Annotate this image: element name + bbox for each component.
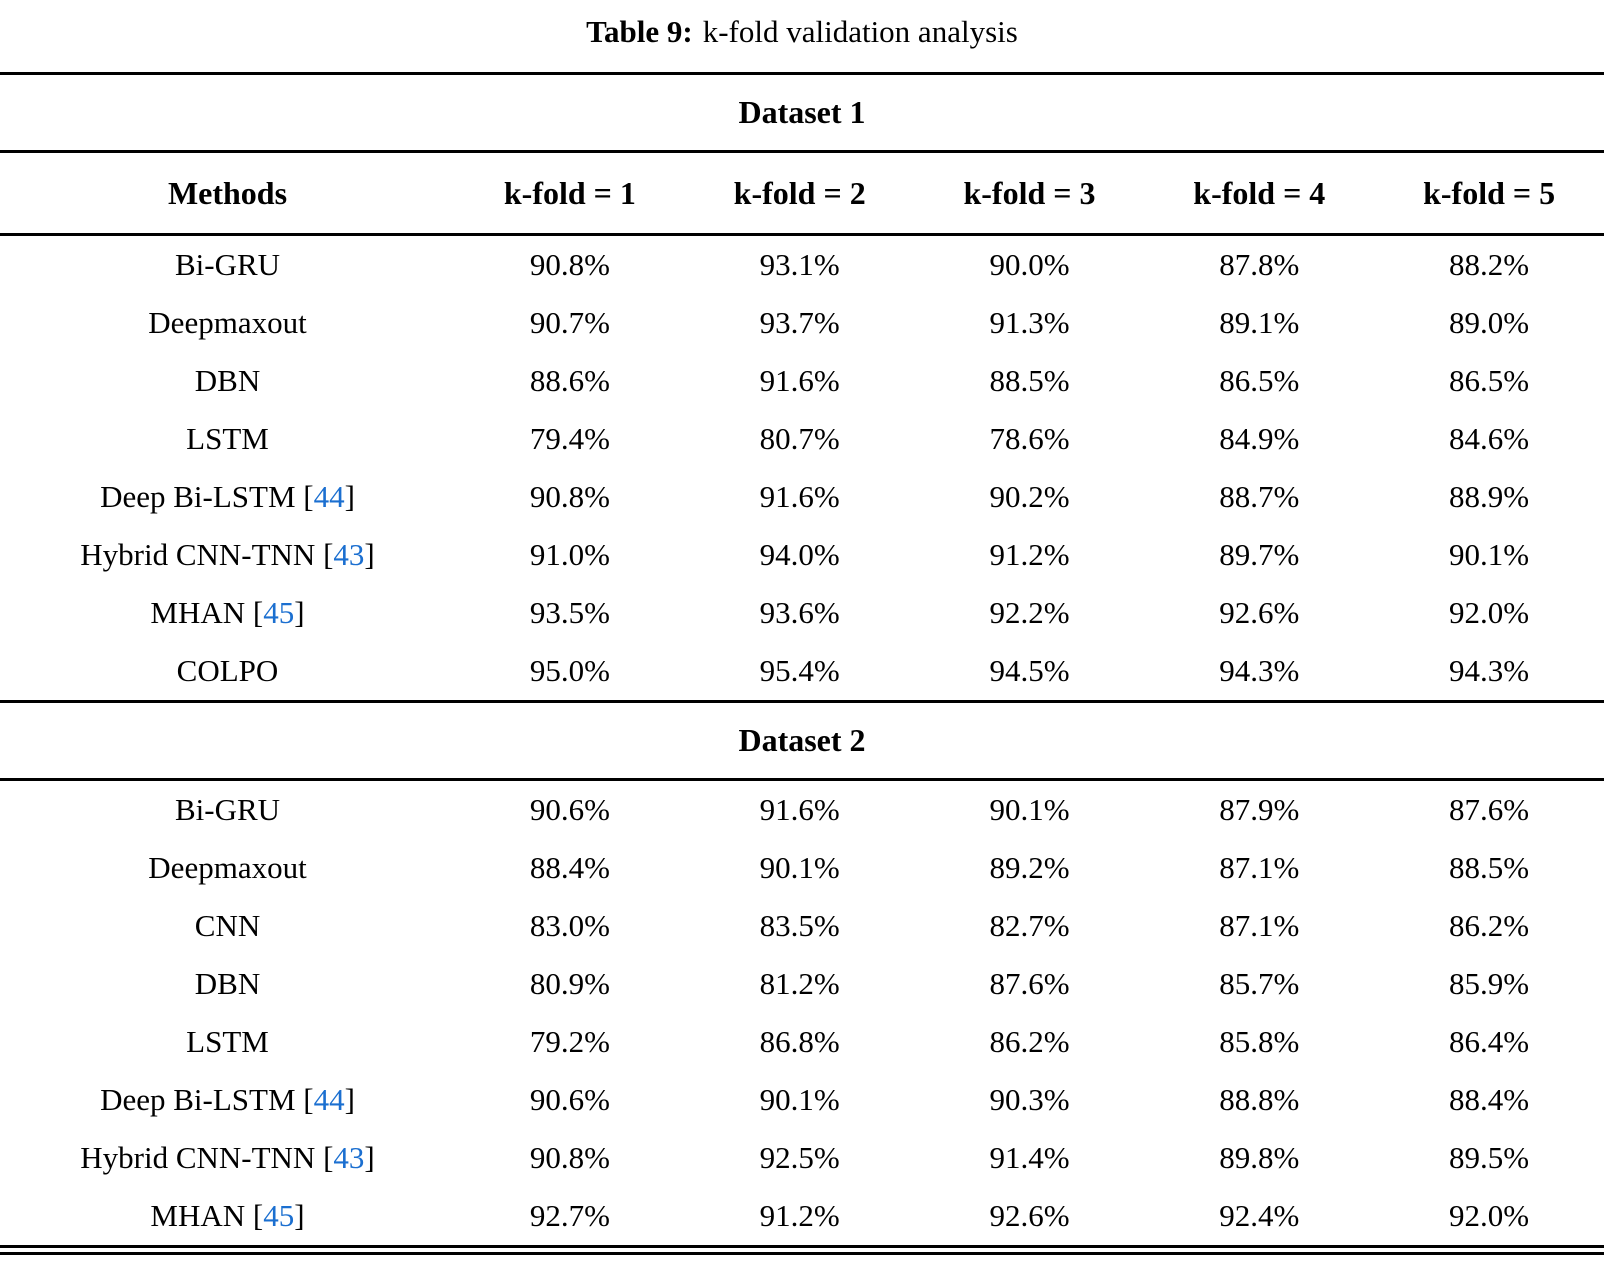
table-row	[0, 1187, 1604, 1245]
method-name: DBN	[194, 363, 261, 398]
method-cell	[0, 421, 455, 457]
citation-link[interactable]: 43	[333, 1140, 365, 1175]
kfold-column-header: k-fold = 4	[1193, 174, 1326, 211]
method-cell	[0, 595, 455, 631]
table-row	[0, 1071, 1604, 1129]
table-row	[0, 897, 1604, 955]
value-cell: 80.7%	[759, 421, 840, 456]
table-row	[0, 294, 1604, 352]
value-cell: 87.8%	[1219, 247, 1300, 282]
dataset1-rows	[0, 236, 1604, 700]
value-cell: 88.6%	[529, 363, 610, 398]
value-cell: 90.1%	[759, 850, 840, 885]
dataset2-rows	[0, 781, 1604, 1245]
value-cell: 90.7%	[529, 305, 610, 340]
value-cell: 91.6%	[759, 363, 840, 398]
method-cell	[0, 479, 455, 515]
value-cell: 78.6%	[989, 421, 1070, 456]
citation-link[interactable]: 45	[263, 1198, 295, 1233]
value-cell: 94.0%	[759, 537, 840, 572]
table-row	[0, 468, 1604, 526]
method-name: MHAN	[150, 1198, 246, 1233]
value-cell: 95.4%	[759, 653, 840, 688]
table-row	[0, 410, 1604, 468]
value-cell: 79.4%	[529, 421, 610, 456]
value-cell: 86.2%	[989, 1024, 1070, 1059]
value-cell: 86.5%	[1219, 363, 1300, 398]
citation-link[interactable]: 43	[333, 537, 365, 572]
table-row	[0, 955, 1604, 1013]
value-cell: 90.3%	[989, 1082, 1070, 1117]
value-cell: 84.9%	[1219, 421, 1300, 456]
value-cell: 94.5%	[989, 653, 1070, 688]
kfold-column-header: k-fold = 3	[963, 174, 1096, 211]
citation: [45]	[245, 1198, 305, 1233]
value-cell: 88.8%	[1219, 1082, 1300, 1117]
value-cell: 89.7%	[1219, 537, 1300, 572]
method-cell	[0, 537, 455, 573]
value-cell: 88.7%	[1219, 479, 1300, 514]
citation-link[interactable]: 44	[313, 479, 345, 514]
value-cell: 89.5%	[1449, 1140, 1530, 1175]
method-name: Bi-GRU	[174, 247, 281, 282]
value-cell: 93.6%	[759, 595, 840, 630]
value-cell: 86.4%	[1449, 1024, 1530, 1059]
value-cell: 90.1%	[759, 1082, 840, 1117]
citation: [43]	[315, 1140, 375, 1175]
kfold-column-header: k-fold = 1	[503, 174, 636, 211]
citation: [44]	[295, 479, 355, 514]
value-cell: 87.6%	[1449, 792, 1530, 827]
value-cell: 92.6%	[1219, 595, 1300, 630]
method-cell	[0, 653, 455, 689]
value-cell: 94.3%	[1219, 653, 1300, 688]
table-row	[0, 526, 1604, 584]
value-cell: 88.2%	[1449, 247, 1530, 282]
method-name: Hybrid CNN-TNN	[80, 1140, 316, 1175]
value-cell: 82.7%	[989, 908, 1070, 943]
method-name: LSTM	[186, 421, 269, 456]
methods-column-header: Methods	[167, 174, 288, 211]
method-name: LSTM	[186, 1024, 269, 1059]
value-cell: 90.1%	[1449, 537, 1530, 572]
method-name: DBN	[194, 966, 261, 1001]
kfold-column-header: k-fold = 5	[1423, 174, 1556, 211]
value-cell: 93.5%	[529, 595, 610, 630]
kfold-column-header: k-fold = 2	[733, 174, 866, 211]
value-cell: 91.6%	[759, 792, 840, 827]
value-cell: 85.7%	[1219, 966, 1300, 1001]
method-cell	[0, 792, 455, 828]
value-cell: 91.6%	[759, 479, 840, 514]
method-name: CNN	[194, 908, 261, 943]
method-name: Deepmaxout	[148, 305, 307, 340]
value-cell: 88.5%	[989, 363, 1070, 398]
table-row	[0, 1129, 1604, 1187]
value-cell: 94.3%	[1449, 653, 1530, 688]
table-row	[0, 839, 1604, 897]
value-cell: 84.6%	[1449, 421, 1530, 456]
value-cell: 90.6%	[529, 792, 610, 827]
value-cell: 92.0%	[1449, 1198, 1530, 1233]
table-caption-label: Table 9:	[586, 14, 693, 49]
method-cell	[0, 1198, 455, 1234]
value-cell: 88.4%	[1449, 1082, 1530, 1117]
value-cell: 91.4%	[989, 1140, 1070, 1175]
table-row	[0, 352, 1604, 410]
value-cell: 92.0%	[1449, 595, 1530, 630]
value-cell: 91.2%	[759, 1198, 840, 1233]
value-cell: 79.2%	[529, 1024, 610, 1059]
value-cell: 88.4%	[529, 850, 610, 885]
method-cell	[0, 1140, 455, 1176]
citation-link[interactable]: 45	[263, 595, 295, 630]
table-caption-text: k-fold validation analysis	[702, 14, 1018, 49]
value-cell: 89.0%	[1449, 305, 1530, 340]
value-cell: 89.1%	[1219, 305, 1300, 340]
value-cell: 90.6%	[529, 1082, 610, 1117]
method-name: Hybrid CNN-TNN	[80, 537, 316, 572]
value-cell: 92.6%	[989, 1198, 1070, 1233]
value-cell: 92.7%	[529, 1198, 610, 1233]
value-cell: 90.2%	[989, 479, 1070, 514]
value-cell: 88.9%	[1449, 479, 1530, 514]
value-cell: 91.2%	[989, 537, 1070, 572]
value-cell: 92.2%	[989, 595, 1070, 630]
value-cell: 89.8%	[1219, 1140, 1300, 1175]
citation-link[interactable]: 44	[313, 1082, 345, 1117]
value-cell: 91.3%	[989, 305, 1070, 340]
value-cell: 83.5%	[759, 908, 840, 943]
method-name: Bi-GRU	[174, 792, 281, 827]
method-cell	[0, 305, 455, 341]
section-title-dataset1: Dataset 1	[738, 94, 866, 130]
method-name: COLPO	[176, 653, 279, 688]
value-cell: 90.8%	[529, 1140, 610, 1175]
method-cell	[0, 1024, 455, 1060]
method-name: Deep Bi-LSTM	[100, 479, 296, 514]
citation: [43]	[315, 537, 375, 572]
value-cell: 90.0%	[989, 247, 1070, 282]
value-cell: 85.8%	[1219, 1024, 1300, 1059]
method-cell	[0, 850, 455, 886]
citation: [44]	[295, 1082, 355, 1117]
method-name: Deepmaxout	[148, 850, 307, 885]
value-cell: 83.0%	[529, 908, 610, 943]
table-caption	[0, 0, 1604, 72]
value-cell: 88.5%	[1449, 850, 1530, 885]
kfold-table	[0, 72, 1604, 1255]
table-row	[0, 642, 1604, 700]
value-cell: 87.9%	[1219, 792, 1300, 827]
value-cell: 86.8%	[759, 1024, 840, 1059]
value-cell: 89.2%	[989, 850, 1070, 885]
value-cell: 86.5%	[1449, 363, 1530, 398]
method-name: MHAN	[150, 595, 246, 630]
table-row	[0, 1013, 1604, 1071]
value-cell: 92.4%	[1219, 1198, 1300, 1233]
bottom-double-rule	[0, 1245, 1604, 1255]
value-cell: 91.0%	[529, 537, 610, 572]
value-cell: 90.1%	[989, 792, 1070, 827]
value-cell: 80.9%	[529, 966, 610, 1001]
value-cell: 81.2%	[759, 966, 840, 1001]
method-cell	[0, 247, 455, 283]
table-row	[0, 236, 1604, 294]
method-cell	[0, 966, 455, 1002]
header-row	[0, 153, 1604, 233]
value-cell: 85.9%	[1449, 966, 1530, 1001]
value-cell: 87.6%	[989, 966, 1070, 1001]
value-cell: 87.1%	[1219, 908, 1300, 943]
value-cell: 90.8%	[529, 479, 610, 514]
section-title-dataset2: Dataset 2	[738, 722, 866, 758]
method-cell	[0, 908, 455, 944]
value-cell: 95.0%	[529, 653, 610, 688]
value-cell: 93.7%	[759, 305, 840, 340]
method-name: Deep Bi-LSTM	[100, 1082, 296, 1117]
value-cell: 92.5%	[759, 1140, 840, 1175]
table-row	[0, 781, 1604, 839]
value-cell: 86.2%	[1449, 908, 1530, 943]
value-cell: 87.1%	[1219, 850, 1300, 885]
method-cell	[0, 1082, 455, 1118]
value-cell: 90.8%	[529, 247, 610, 282]
method-cell	[0, 363, 455, 399]
citation: [45]	[245, 595, 305, 630]
table-row	[0, 584, 1604, 642]
value-cell: 93.1%	[759, 247, 840, 282]
